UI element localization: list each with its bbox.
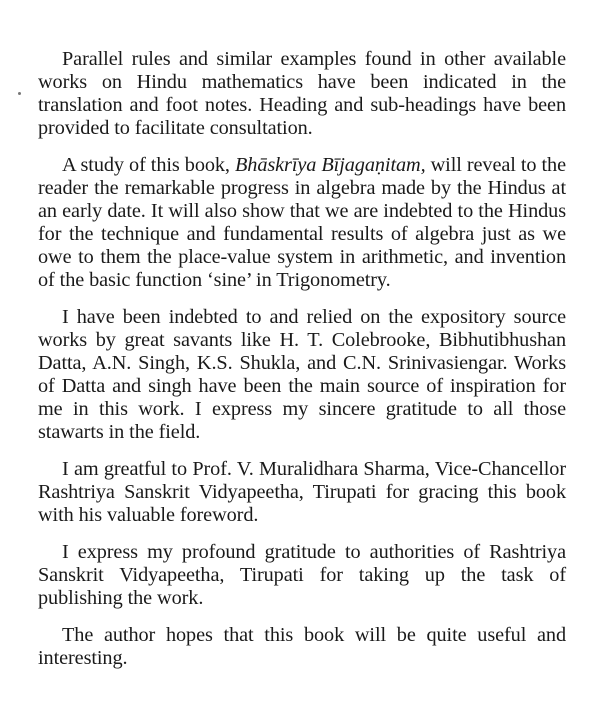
paragraph-gratitude-foreword: I am greatful to Prof. V. Muralidhara Sharma, Vice-Chancellor Rashtriya Sanskrit Vidyapeetha, Tirupati for gracing this book with his valuable foreword.: [38, 458, 566, 526]
paragraph-indebted-sources: I have been indebted to and relied on the expository source works by great savants like H. T. Colebrooke, Bibhutibhushan Datta, A.N. Singh, K.S. Shukla, and C.N. Srinivasiengar. Works of Datta and singh have been the main source of inspiration for me in this work. I express my sincere gratitude to all those stawarts in the field.: [38, 306, 566, 443]
book-title: Bhāskrīya Bījagaṇitam,: [234, 154, 426, 176]
paragraph-parallel-rules: Parallel rules and similar examples found in other available works on Hindu mathematics have been indicated in the translation and foot notes. Heading and sub-headings have been provided to facilitate consultation.: [38, 48, 566, 139]
paragraph-gratitude-publishing: I express my profound gratitude to authorities of Rashtriya Sanskrit Vidyapeetha, Tirupati for taking up the task of publishing the work.: [38, 541, 566, 609]
paragraph-text-end: will reveal to the reader the remarkable progress in algebra made by the Hindus at an early date. It will also show that we are indebted to the Hindus for the technique and fundamental results of algebra just as we owe to them the place-value system in arithmetic, and invention of the basic function ‘sine’ in Trigonometry.: [38, 154, 566, 291]
margin-speck: [18, 92, 21, 95]
paragraph-closing: The author hopes that this book will be quite useful and interesting.: [38, 624, 566, 669]
paragraph-text-start: A study of this book,: [62, 154, 235, 176]
paragraph-study-of-book: [38, 154, 566, 292]
